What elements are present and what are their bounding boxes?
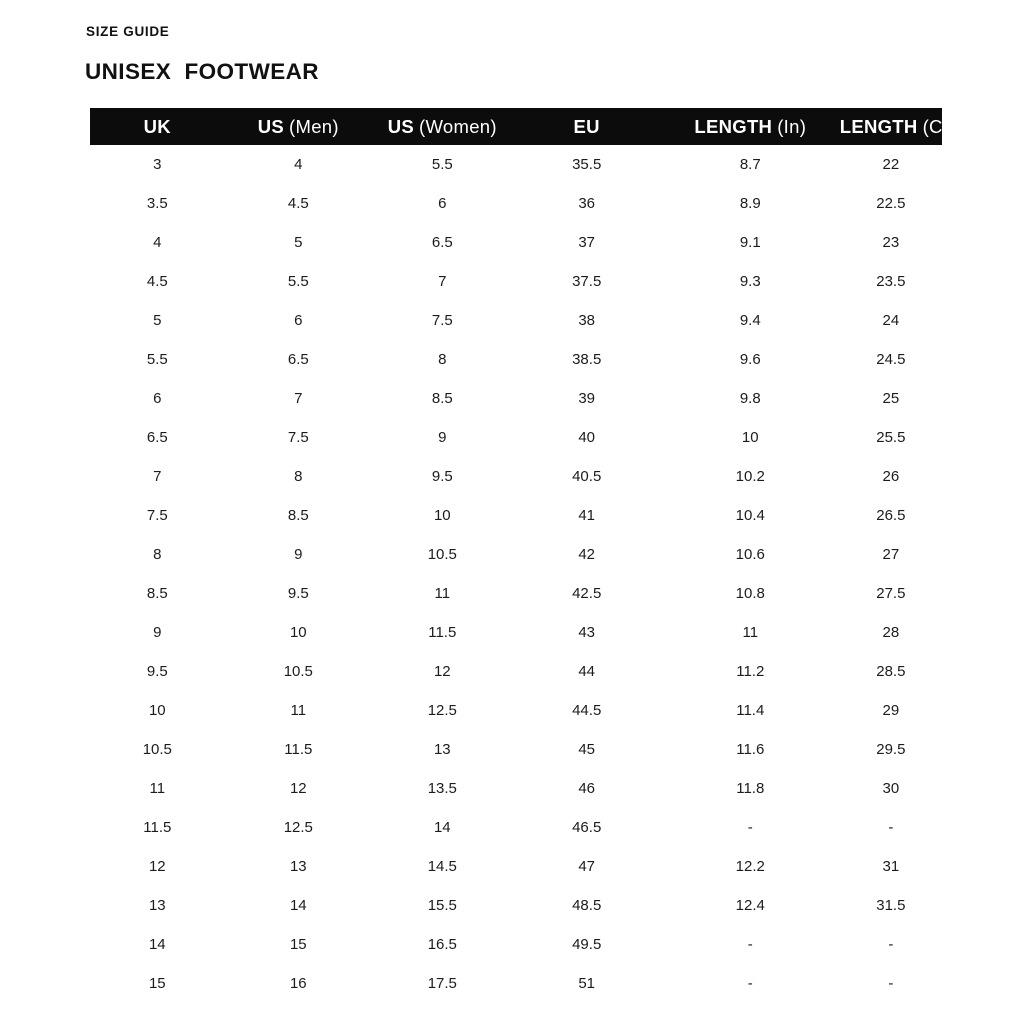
cell-length-cm: 27 [882, 546, 900, 563]
cell-uk: 12 [148, 858, 166, 875]
cell-us-women: 6.5 [431, 234, 453, 251]
cell-length-in: 9.1 [739, 234, 761, 251]
table-row [90, 496, 942, 535]
cell-us-women: 12.5 [427, 702, 457, 719]
cell-us-women: 8.5 [431, 390, 453, 407]
cell-us-men: 10 [289, 624, 307, 641]
cell-length-in: 10 [741, 429, 759, 446]
column-header-main: UK [143, 115, 171, 137]
cell-eu: 36 [578, 195, 596, 212]
cell-us-women: 14.5 [427, 858, 457, 875]
cell-length-cm: - [888, 936, 894, 953]
cell-length-cm: 27.5 [876, 585, 906, 602]
cell-us-men: 10.5 [283, 663, 313, 680]
table-row [90, 808, 942, 847]
cell-us-men: 16 [289, 975, 307, 992]
cell-eu: 43 [578, 624, 596, 641]
cell-us-women: 10 [433, 507, 451, 524]
cell-us-men: 11.5 [284, 741, 313, 758]
cell-length-cm: 29 [882, 702, 900, 719]
cell-eu: 48.5 [572, 897, 602, 914]
table-row [90, 535, 942, 574]
cell-uk: 6 [153, 390, 162, 407]
cell-length-cm: 30 [882, 780, 900, 797]
cell-us-women: 7 [438, 273, 447, 290]
cell-us-men: 6 [294, 312, 303, 329]
cell-eu: 49.5 [572, 936, 602, 953]
cell-us-men: 15 [289, 936, 307, 953]
table-row [90, 847, 942, 886]
cell-us-women: 8 [438, 351, 447, 368]
cell-length-cm: 22 [882, 156, 900, 173]
cell-length-in: 8.9 [739, 195, 761, 212]
table-row [90, 340, 942, 379]
cell-uk: 10.5 [142, 741, 172, 758]
cell-length-in: - [747, 819, 753, 836]
column-header [661, 108, 840, 145]
cell-uk: 9.5 [146, 663, 168, 680]
cell-us-women: 14 [433, 819, 451, 836]
cell-us-women: 10.5 [427, 546, 457, 563]
cell-us-men: 4 [294, 156, 303, 173]
cell-length-cm: - [888, 975, 894, 992]
column-header [372, 108, 513, 145]
cell-length-in: 11.2 [736, 663, 765, 680]
cell-length-in: 9.6 [739, 351, 761, 368]
column-header-sub: (In) [777, 115, 807, 137]
cell-us-men: 6.5 [287, 351, 309, 368]
column-header [225, 108, 372, 145]
cell-uk: 8 [153, 546, 162, 563]
table-row [90, 886, 942, 925]
cell-us-men: 5 [294, 234, 303, 251]
cell-uk: 7 [153, 468, 162, 485]
cell-us-women: 7.5 [431, 312, 453, 329]
cell-uk: 3 [153, 156, 162, 173]
table-row [90, 457, 942, 496]
size-conversion-table [90, 108, 965, 1003]
column-header [513, 108, 661, 145]
cell-length-cm: 25.5 [876, 429, 906, 446]
cell-length-in: 10.8 [735, 585, 765, 602]
table-row [90, 730, 942, 769]
cell-eu: 39 [578, 390, 596, 407]
column-header-sub: (Women) [419, 115, 497, 137]
column-header [839, 108, 965, 145]
table-row [90, 691, 942, 730]
cell-length-cm: 26 [882, 468, 900, 485]
cell-length-cm: 28 [882, 624, 900, 641]
eyebrow-label: SIZE GUIDE [86, 24, 170, 39]
table-row [90, 418, 942, 457]
cell-uk: 11.5 [143, 819, 172, 836]
table-row [90, 652, 942, 691]
cell-us-women: 9.5 [431, 468, 453, 485]
cell-length-in: - [747, 975, 753, 992]
cell-eu: 38 [578, 312, 596, 329]
table-row [90, 145, 942, 184]
cell-eu: 51 [578, 975, 596, 992]
cell-length-in: 9.3 [739, 273, 761, 290]
cell-us-women: 5.5 [431, 156, 453, 173]
column-header-main: EU [573, 115, 600, 137]
cell-eu: 37.5 [572, 273, 602, 290]
table-header [90, 108, 965, 145]
cell-length-in: 11.4 [736, 702, 765, 719]
cell-eu: 46 [578, 780, 596, 797]
cell-us-men: 14 [289, 897, 307, 914]
cell-length-in: 10.2 [735, 468, 765, 485]
cell-us-men: 12.5 [283, 819, 313, 836]
cell-us-women: 9 [438, 429, 447, 446]
cell-us-men: 4.5 [287, 195, 309, 212]
cell-eu: 47 [578, 858, 596, 875]
cell-length-cm: 31.5 [876, 897, 906, 914]
cell-us-men: 7 [294, 390, 303, 407]
cell-uk: 4 [153, 234, 162, 251]
cell-length-cm: 29.5 [876, 741, 906, 758]
cell-uk: 4.5 [146, 273, 168, 290]
cell-us-women: 6 [438, 195, 447, 212]
cell-eu: 40.5 [572, 468, 602, 485]
cell-length-in: - [747, 936, 753, 953]
cell-uk: 7.5 [146, 507, 168, 524]
cell-uk: 13 [148, 897, 166, 914]
table-row [90, 184, 942, 223]
table-header-row [90, 108, 942, 145]
cell-eu: 42.5 [572, 585, 602, 602]
cell-length-in: 11.8 [736, 780, 765, 797]
cell-uk: 8.5 [146, 585, 168, 602]
cell-length-in: 12.4 [735, 897, 765, 914]
cell-us-men: 9 [294, 546, 303, 563]
cell-eu: 35.5 [572, 156, 602, 173]
cell-us-women: 13.5 [427, 780, 457, 797]
cell-eu: 40 [578, 429, 596, 446]
cell-us-men: 13 [289, 858, 307, 875]
cell-length-in: 10.4 [735, 507, 765, 524]
cell-eu: 44 [578, 663, 596, 680]
cell-us-women: 12 [433, 663, 451, 680]
cell-eu: 37 [578, 234, 596, 251]
cell-us-men: 8.5 [287, 507, 309, 524]
column-header-sub: (Men) [289, 115, 339, 137]
cell-us-men: 9.5 [287, 585, 309, 602]
cell-length-cm: 31 [882, 858, 900, 875]
cell-uk: 10 [148, 702, 166, 719]
cell-us-women: 11.5 [428, 624, 457, 641]
table-row [90, 379, 942, 418]
column-header-main: LENGTH [694, 115, 773, 137]
table-row [90, 301, 942, 340]
table-row [90, 769, 942, 808]
cell-length-cm: 23.5 [876, 273, 906, 290]
cell-length-in: 10.6 [735, 546, 765, 563]
page-title: UNISEX FOOTWEAR [85, 58, 319, 84]
table-row [90, 964, 942, 1003]
column-header-main: LENGTH [839, 115, 918, 137]
cell-eu: 44.5 [572, 702, 602, 719]
cell-length-cm: 28.5 [876, 663, 906, 680]
cell-us-men: 7.5 [287, 429, 309, 446]
cell-us-men: 11 [290, 702, 307, 719]
cell-length-in: 11 [742, 624, 759, 641]
cell-uk: 11 [149, 780, 166, 797]
cell-us-women: 13 [433, 741, 451, 758]
cell-uk: 6.5 [146, 429, 168, 446]
cell-length-cm: 25 [882, 390, 900, 407]
cell-eu: 41 [578, 507, 596, 524]
cell-uk: 5 [153, 312, 162, 329]
table-row [90, 223, 942, 262]
table-body [90, 145, 942, 1003]
column-header-main: US [387, 115, 415, 137]
column-header-sub: (Cm) [922, 115, 965, 137]
cell-us-women: 17.5 [427, 975, 457, 992]
column-header-main: US [257, 115, 285, 137]
cell-us-men: 8 [294, 468, 303, 485]
cell-length-in: 11.6 [736, 741, 765, 758]
cell-length-cm: 24 [882, 312, 900, 329]
cell-length-cm: 24.5 [876, 351, 906, 368]
cell-length-cm: - [888, 819, 894, 836]
cell-uk: 9 [153, 624, 162, 641]
cell-uk: 15 [148, 975, 166, 992]
cell-length-in: 12.2 [735, 858, 765, 875]
cell-eu: 45 [578, 741, 596, 758]
cell-us-women: 11 [434, 585, 451, 602]
table-row [90, 574, 942, 613]
cell-us-women: 16.5 [427, 936, 457, 953]
cell-eu: 46.5 [572, 819, 602, 836]
cell-eu: 42 [578, 546, 596, 563]
cell-uk: 14 [148, 936, 166, 953]
cell-us-women: 15.5 [427, 897, 457, 914]
cell-length-in: 8.7 [739, 156, 761, 173]
table-row [90, 262, 942, 301]
cell-uk: 3.5 [146, 195, 168, 212]
cell-eu: 38.5 [572, 351, 602, 368]
column-header [90, 108, 225, 145]
cell-length-in: 9.4 [739, 312, 761, 329]
cell-length-cm: 26.5 [876, 507, 906, 524]
cell-us-men: 5.5 [287, 273, 309, 290]
table-row [90, 613, 942, 652]
table-row [90, 925, 942, 964]
cell-uk: 5.5 [146, 351, 168, 368]
cell-length-in: 9.8 [739, 390, 761, 407]
cell-us-men: 12 [289, 780, 307, 797]
cell-length-cm: 23 [882, 234, 900, 251]
cell-length-cm: 22.5 [876, 195, 906, 212]
